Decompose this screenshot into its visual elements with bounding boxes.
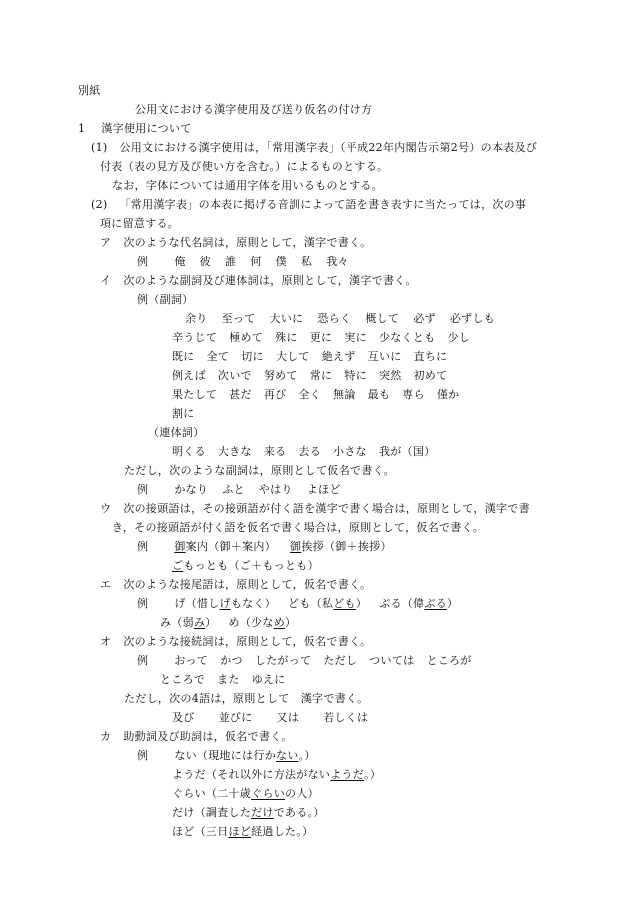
item-e-label: エ <box>100 578 112 591</box>
underlined-suffix: め <box>273 616 286 629</box>
list-item: 必ずしも <box>449 312 496 325</box>
item-u-examples-2 <box>172 558 319 574</box>
example-text: 案内（御＋案内） <box>185 540 277 553</box>
para-1-label: (1) <box>91 141 108 154</box>
section-1-heading <box>78 121 192 137</box>
example-text: 挨拶（御＋挨拶） <box>301 540 392 553</box>
item-ka-heading <box>100 729 293 745</box>
list-item: 小さな <box>333 445 367 458</box>
underlined-suffix: げ <box>219 597 231 610</box>
adverb-row-5 <box>172 387 459 403</box>
example-text: である。） <box>273 806 325 819</box>
document-title: 公用文における漢字使用及び送り仮名の付け方 <box>135 103 373 116</box>
list-item: 互いに <box>367 350 402 363</box>
example-text: ない（現地には行か <box>174 749 277 762</box>
item-ka-example-5 <box>172 824 313 840</box>
item-ka-example-3 <box>172 786 319 802</box>
item-o-label: オ <box>100 635 112 648</box>
item-o-text: 次のような接続詞は，原則として，仮名で書く。 <box>123 635 372 648</box>
list-item: 少なくとも <box>378 331 436 344</box>
list-item: 全く <box>298 388 322 401</box>
item-o-examples-1 <box>137 653 472 669</box>
underlined-prefix: ご <box>172 559 184 572</box>
list-item: 大いに <box>269 312 304 325</box>
list-item: 甚だ <box>229 388 252 401</box>
section-number: 1 <box>78 122 86 135</box>
example-text: げ（惜し <box>174 597 220 610</box>
item-ka-text: 助動詞及び助詞は，仮名で書く。 <box>123 730 293 743</box>
list-item: 及び <box>172 711 195 724</box>
para-2-line-2: 項に留意する。 <box>100 217 180 230</box>
list-item: ところが <box>426 654 472 667</box>
underlined-suffix: ぶる <box>424 597 447 610</box>
list-item: 絶えず <box>321 350 356 363</box>
item-i-tadashi: ただし，次のような副詞は，原則として仮名で書く。 <box>124 464 395 477</box>
item-e-heading <box>100 577 371 593</box>
adverb-example-label: 例（副詞） <box>137 293 194 306</box>
para-2-line-1 <box>91 197 526 213</box>
rentai-row <box>172 444 435 460</box>
item-a-text: 次のような代名詞は，原則として，漢字で書く。 <box>123 236 372 249</box>
list-item: 大して <box>275 350 310 363</box>
example-text: め（少な <box>228 616 274 629</box>
para-1-line-2: 付表（表の見方及び使い方を含む。）によるものとする。 <box>100 160 389 173</box>
para-2-text-1: 「常用漢字表」の本表に掲げる音訓によって語を書き表すに当たっては，次の事 <box>119 198 527 211</box>
list-item: かなり <box>174 483 209 496</box>
adverb-row-2 <box>172 330 470 346</box>
item-u-text-1: 次の接頭語は，その接頭語が付く語を漢字で書く場合は，原則として，漢字で書 <box>123 502 530 515</box>
item-u-label: ウ <box>100 502 112 515</box>
list-item: 常に <box>309 369 333 382</box>
list-item: 誰 <box>224 255 237 268</box>
list-item: 努めて <box>263 369 298 382</box>
underlined-suffix: ども <box>333 597 356 610</box>
item-ka-example-4 <box>172 805 325 821</box>
rentai-label: （連体詞） <box>148 426 205 439</box>
adverb-row-3 <box>172 349 447 365</box>
item-o-tadashi: ただし，次の4語は，原則として 漢字で書く。 <box>124 692 369 705</box>
item-u-line-1 <box>100 501 530 517</box>
list-item: おって <box>174 654 209 667</box>
item-a-examples <box>137 254 349 270</box>
example-text: ようだ（それ以外に方法がない <box>172 768 331 781</box>
list-item: また <box>217 673 240 686</box>
underlined-word: ようだ <box>330 768 365 781</box>
list-item: 更に <box>309 331 333 344</box>
item-i-label: イ <box>100 274 112 287</box>
list-item: 特に <box>344 369 367 382</box>
list-item: ところで <box>160 673 206 686</box>
list-item: 僅か <box>436 388 460 401</box>
list-item: 無論 <box>333 388 356 401</box>
list-item: 至って <box>221 312 256 325</box>
underlined-word: だけ <box>251 806 274 819</box>
item-e-text: 次のような接尾語は，原則として，仮名で書く。 <box>123 578 372 591</box>
list-item: 又は <box>276 711 300 724</box>
list-item: ふと <box>222 483 245 496</box>
list-item: 初めて <box>413 369 448 382</box>
list-item: 何 <box>250 255 262 268</box>
item-ka-example-1 <box>137 748 316 764</box>
list-item: 我々 <box>326 255 349 268</box>
example-text: 。） <box>364 768 382 781</box>
example-text: ） <box>285 616 297 629</box>
list-item: 大きな <box>217 445 252 458</box>
example-text: ） <box>446 597 459 610</box>
example-text: ぐらい（二十歳 <box>172 787 252 800</box>
list-item: 辛うじて <box>172 331 218 344</box>
underlined-word: ぐらい <box>251 787 286 800</box>
example-label: 例 <box>137 749 149 762</box>
item-a-heading <box>100 235 371 251</box>
list-item: 再び <box>263 388 287 401</box>
list-item: 僕 <box>275 255 287 268</box>
list-item: ついては <box>369 654 415 667</box>
underlined-suffix: み <box>193 616 206 629</box>
para-1-line-3: なお，字体については通用字体を用いるものとする。 <box>112 179 383 192</box>
example-label: 例 <box>137 654 149 667</box>
para-1-text-1: 公用文における漢字使用は，「常用漢字表」（平成22年内閣告示第2号）の本表及び <box>119 141 538 154</box>
item-o-heading <box>100 634 371 650</box>
list-item: 次いで <box>217 369 252 382</box>
example-text: 経過した。） <box>251 825 314 838</box>
example-label: 例 <box>137 483 149 496</box>
example-text: もなく） <box>230 597 277 610</box>
item-u-line-2: き，その接頭語が付く語を仮名で書く場合は，原則として，仮名で書く。 <box>112 521 485 534</box>
item-ka-label: カ <box>100 730 112 743</box>
list-item: 私 <box>300 255 313 268</box>
kana-adverb-examples <box>137 482 341 498</box>
item-a-label: ア <box>100 236 112 249</box>
list-item: 余り <box>185 312 208 325</box>
para-1-line-1 <box>91 140 537 156</box>
item-e-examples-1 <box>137 596 458 612</box>
example-text: ども（私 <box>288 597 334 610</box>
list-item: 去る <box>298 445 322 458</box>
list-item: 実に <box>344 331 367 344</box>
example-label: 例 <box>137 540 149 553</box>
adverb-row-1 <box>185 311 495 327</box>
example-text: だけ（調査した <box>172 806 252 819</box>
list-item: 若しくは <box>323 711 369 724</box>
example-label: 例 <box>137 597 149 610</box>
list-item: 我が（国） <box>378 445 436 458</box>
example-text: ） <box>205 616 217 629</box>
item-e-examples-2 <box>160 615 296 631</box>
attachment-label: 別紙 <box>78 84 101 97</box>
item-i-text: 次のような副詞及び連体詞は，原則として，漢字で書く。 <box>123 274 417 287</box>
list-item: 来る <box>263 445 287 458</box>
item-u-examples-1 <box>137 539 392 555</box>
list-item: かつ <box>220 654 243 667</box>
underlined-word: ない <box>276 749 299 762</box>
list-item: 既に <box>172 350 195 363</box>
example-text: ） <box>355 597 368 610</box>
list-item: 概して <box>365 312 400 325</box>
list-item: ゆえに <box>251 673 286 686</box>
list-item: 必ず <box>413 312 436 325</box>
list-item: 果たして <box>172 388 218 401</box>
example-text: もっとも（ご＋もっとも） <box>183 559 319 572</box>
list-item: したがって <box>254 654 312 667</box>
list-item: 突然 <box>378 369 402 382</box>
list-item: 少し <box>447 331 471 344</box>
list-item: 極めて <box>229 331 264 344</box>
list-item: 例えば <box>172 369 206 382</box>
example-text: 。） <box>298 749 316 762</box>
example-text: み（弱 <box>160 616 194 629</box>
list-item: 最も <box>367 388 391 401</box>
list-item: 明くる <box>172 445 206 458</box>
underlined-prefix: 御 <box>174 540 186 553</box>
underlined-prefix: 御 <box>290 540 302 553</box>
list-item: 全て <box>206 350 230 363</box>
example-text: ぶる（偉 <box>379 597 425 610</box>
list-item: よほど <box>306 483 341 496</box>
list-item: 恐らく <box>317 312 352 325</box>
underlined-word: ほど <box>228 825 252 838</box>
list-item: 並びに <box>218 711 253 724</box>
list-item: 彼 <box>199 255 211 268</box>
list-item: 専ら <box>402 388 425 401</box>
example-text: ほど（三日 <box>172 825 229 838</box>
adverb-row-4 <box>172 368 447 384</box>
list-item: やはり <box>258 483 293 496</box>
adverb-row-6 <box>172 406 195 422</box>
list-item: 俺 <box>174 255 186 268</box>
item-o-kanji-words <box>172 710 368 726</box>
item-ka-example-2 <box>172 767 381 783</box>
section-title: 漢字使用について <box>101 122 192 135</box>
list-item: ただし <box>323 654 358 667</box>
example-text: の人） <box>285 787 319 800</box>
list-item: 直ちに <box>413 350 448 363</box>
para-2-label: (2) <box>91 198 108 211</box>
list-item: 殊に <box>275 331 298 344</box>
item-i-heading <box>100 273 417 289</box>
example-label: 例 <box>137 255 149 268</box>
list-item: 切に <box>241 350 264 363</box>
item-o-examples-2 <box>160 672 286 688</box>
list-item: 割に <box>172 407 195 420</box>
